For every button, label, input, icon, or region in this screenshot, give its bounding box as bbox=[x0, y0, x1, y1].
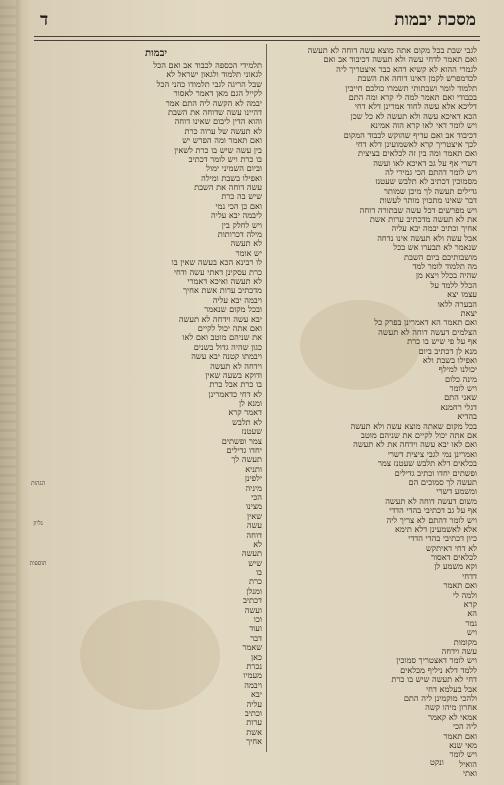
text-line: דכתיב bbox=[242, 595, 262, 606]
text-line: ויש bbox=[466, 627, 477, 638]
text-line: עשה וידחה bbox=[441, 646, 477, 656]
text-line: צמר ופשתים bbox=[221, 435, 262, 446]
text-line: אחיך bbox=[246, 736, 262, 747]
text-line: ועשה bbox=[244, 604, 262, 615]
text-line: לכך איצטריך קרא לאשמועינן דלא דחי bbox=[355, 138, 477, 149]
text-line: מדכתיב ערות אשת אחיך bbox=[182, 285, 262, 296]
text-line: ליבמה יבא עליה bbox=[210, 210, 262, 221]
text-line: יבא עשה וידחה לא תעשה bbox=[178, 313, 262, 324]
text-line: נכרת bbox=[246, 661, 262, 671]
text-line: דשרי אף על גב דאיכא לאו ועשה bbox=[373, 157, 477, 168]
text-line: תלמוד לומר ושבתותי תשמרו כולכם חייבין bbox=[345, 82, 477, 93]
text-line: מנא לן דכתיב ביום bbox=[418, 345, 477, 356]
binding-tape bbox=[0, 0, 16, 785]
text-line: וקא משמע לן bbox=[434, 561, 477, 572]
text-line: תעשה לך bbox=[231, 454, 262, 465]
text-line: את לא תעשה מדכתיב ערות אשת bbox=[369, 214, 477, 225]
text-line: בכבודי ואם תאמר למה לי קרא ומה התם bbox=[348, 91, 477, 102]
text-line: יבמה לא הקשה ליה התם אמר bbox=[165, 97, 262, 108]
text-line: בכל מקום שאתה מוצא עשה ולא תעשה bbox=[350, 420, 477, 431]
text-line: ויבמה יבא עליה bbox=[212, 294, 262, 305]
text-line: ויש לומר דאי לאו קרא הוה אמינא bbox=[370, 120, 477, 131]
text-line: מושבותיכם ביום השבת bbox=[404, 251, 477, 262]
text-line: לכדמפרש לקמן דאינו דוחה את השבת bbox=[357, 73, 477, 84]
folio-number: ד bbox=[40, 10, 49, 30]
text-line: לכלאים דאסור bbox=[430, 552, 477, 563]
text-line: בהדיא bbox=[457, 411, 477, 422]
text-line: דבר שאינו מתכוין מותר לעשות bbox=[379, 195, 477, 206]
tractate-title: מסכת יבמות bbox=[394, 10, 476, 30]
text-line: ואם תאמר הא דאמרינן בפרק כל bbox=[374, 317, 477, 328]
text-line: עצמו יצא bbox=[447, 289, 477, 300]
text-line: קרא bbox=[463, 599, 477, 610]
text-line: וביום השמיני ימול bbox=[206, 163, 262, 174]
text-line: ואפילו בשבת ומילה bbox=[201, 172, 262, 183]
text-line: אחיך וכתיב יבמה יבא עליה bbox=[391, 223, 477, 234]
text-line: יצאת bbox=[460, 307, 477, 318]
text-line: ומנלן bbox=[246, 585, 262, 596]
text-line: וכתיב bbox=[244, 707, 262, 718]
text-line: לא תעשה של ערוה כרת bbox=[184, 125, 262, 136]
text-line: דליכא אלא עשה לחוד אמרינן דלא דחי bbox=[354, 101, 477, 112]
text-line: ואם תאמר ומה הפרש יש bbox=[182, 135, 262, 146]
text-line: כגון שהיה גדול בשנים bbox=[193, 341, 262, 352]
text-line: מילה דכרותות bbox=[217, 229, 262, 240]
text-line: ויש לחלק בין bbox=[221, 219, 262, 230]
text-line: בו כרת אבל כרת bbox=[209, 379, 262, 390]
text-line: ילפינן bbox=[244, 473, 262, 484]
text-line: ותניא bbox=[245, 463, 262, 474]
text-line: מסמוכין דכתיב לא תלבש שעטנז bbox=[375, 176, 477, 187]
text-line: אם אתה יכול לקיים את שניהם מוטב bbox=[360, 430, 477, 441]
text-line: שיש bbox=[248, 557, 262, 568]
text-line: דהיינו עשה שדוחה את השבת bbox=[168, 106, 262, 117]
text-line: לא תלבש bbox=[232, 416, 262, 427]
text-line: שיש בה כרת bbox=[221, 191, 262, 202]
text-line: ערות bbox=[246, 717, 262, 728]
text-line: ואם תאמר לדחי עשה ולא תעשה דכיבוד אב ואם bbox=[323, 54, 477, 65]
text-line: את שניהם מוטב ואם לאו bbox=[182, 332, 262, 343]
text-line: בו כרת ויש לומר דכתיב bbox=[188, 153, 262, 164]
text-line: לקייל הגם מאן דאמר לאסור bbox=[173, 88, 262, 99]
text-line: אשת bbox=[246, 726, 262, 737]
header-rule-inner bbox=[34, 40, 480, 41]
text-line: ויבמתו קטנה יבא עשה bbox=[191, 351, 262, 362]
text-line: דאמר קרא bbox=[228, 407, 262, 418]
text-line: לא דחי דאיתקש bbox=[425, 542, 477, 553]
text-line: מקומות bbox=[453, 636, 477, 647]
text-line: לגמרי ההוא לא קשיא דהא כבר איצטריך ליה bbox=[336, 63, 477, 74]
text-line: אמאי לא קאמר bbox=[428, 711, 477, 722]
text-line: ללמד דלא ניליף מכלאים bbox=[400, 664, 477, 675]
text-line: הא bbox=[467, 608, 477, 619]
text-line: אבל עשה ולא תעשה אינו נדחה bbox=[377, 232, 477, 243]
text-line: עליה bbox=[246, 698, 262, 709]
text-line: אלא לאשמעינן דלא תימא bbox=[395, 523, 477, 534]
text-line: לגבי שבת בכל מקום אתה מוצא עשה דוחה לא תעשה bbox=[307, 45, 477, 55]
page-header bbox=[40, 10, 476, 32]
text-line: כרת bbox=[248, 576, 262, 587]
text-line: לא דחי כדאמרינן bbox=[208, 388, 262, 399]
text-line: כיון דכתיבי בהדי הדדי bbox=[408, 533, 477, 544]
text-line: הכא דאיכא עשה ולא תעשה לא כל שכן bbox=[350, 110, 477, 121]
text-line: מעמיו bbox=[243, 670, 262, 681]
text-line: ומנא לן bbox=[238, 398, 262, 409]
text-line: הצלמים דעשה דוחה לא תעשה bbox=[378, 326, 477, 337]
header-rule bbox=[34, 36, 480, 37]
text-line: בו bbox=[255, 567, 262, 578]
text-line: ואם תאמר bbox=[443, 580, 477, 591]
text-line: כרת עסקינן דאתי עשה ודחי bbox=[173, 266, 262, 277]
text-line: ואתי bbox=[462, 768, 477, 779]
text-line: ואם לאו יבא עשה וידחה את לא תעשה bbox=[353, 439, 477, 450]
text-line: ואם תאמר bbox=[443, 730, 477, 741]
text-line: דכיבוד אב ואם עדיף שהוקש לכבוד המקום bbox=[343, 129, 477, 140]
text-line: גדילים תעשה לך מיכן שמותר bbox=[383, 185, 477, 196]
text-line: עשה דוחה את השבת bbox=[194, 182, 262, 193]
text-line: דגלי רחמנא bbox=[440, 401, 477, 412]
left-column-text bbox=[50, 46, 262, 751]
section-heading: יבמות bbox=[144, 48, 168, 59]
text-line: לו רבינא הכא בעשה שאין בו bbox=[171, 257, 262, 268]
text-line: יש אומר bbox=[235, 247, 262, 258]
text-line: ויש לומר דאצטריך סמוכין bbox=[396, 655, 477, 666]
text-line: כאן bbox=[250, 651, 262, 662]
text-line: גמר bbox=[465, 617, 477, 628]
text-line: ועוד bbox=[249, 623, 262, 634]
text-line: תעשה לך סמוכים הם bbox=[408, 476, 477, 487]
margin-note: גליון bbox=[33, 520, 43, 527]
text-line: ולמה לי bbox=[452, 589, 477, 600]
text-line: ואם אתה יכול לקיים bbox=[197, 322, 262, 333]
text-line: וכו bbox=[253, 614, 262, 625]
text-line: הכי bbox=[251, 491, 262, 502]
text-line: ויש לומר bbox=[449, 749, 477, 760]
text-line: לא תעשה bbox=[230, 238, 262, 249]
text-line: מיניה bbox=[245, 482, 262, 493]
text-line: לגאוני תלמוד ולגאון ישראל לא bbox=[166, 69, 262, 80]
text-line: מצינו bbox=[245, 501, 262, 512]
text-line: אף על פי שיש בו כרת bbox=[407, 336, 477, 347]
catchword: ונקט bbox=[430, 758, 444, 767]
text-line: מאי שנא bbox=[449, 739, 477, 750]
text-line: ופשתים יחדו וכתיב גדילים bbox=[394, 467, 477, 478]
text-line: שבל הריגה לגבי תלמודו כהני הכל bbox=[156, 78, 262, 89]
text-line: שנאמר לא תבערו אש בכל bbox=[393, 242, 477, 253]
text-line: יכולנו למילף bbox=[438, 364, 477, 375]
text-line: ויש לומר דהתם הכי גמירי לה bbox=[385, 167, 477, 178]
text-line: מינה כלום bbox=[444, 373, 477, 384]
text-line: מה תלמוד לומר למד bbox=[412, 260, 477, 271]
text-line: אחרון מיהו קשה bbox=[425, 702, 477, 713]
text-line: והוא הדין ליבום שאינו דוחה bbox=[174, 116, 262, 127]
text-line: בכלאים דלא תלבש שעטנז צמר bbox=[377, 458, 477, 469]
text-line: אף על גב דכתיבי בהדי הדדי bbox=[389, 505, 477, 516]
text-line: דדחי bbox=[462, 570, 477, 581]
text-line: תעשה bbox=[241, 548, 262, 559]
text-line: הכלל ללמד על bbox=[430, 279, 477, 290]
text-line: ואם תאמר ומה בין זה לכלאים בציצית bbox=[358, 148, 477, 159]
text-line: ויש לומר דהתם לא צריך ליה bbox=[386, 514, 477, 525]
text-line: משום דעשה דוחה לא תעשה bbox=[385, 495, 477, 506]
text-line: יחדו גדילים bbox=[226, 445, 262, 456]
text-line: שהיה בכלל ויצא מן bbox=[415, 270, 477, 281]
text-line: ובכל מקום שנאמר bbox=[204, 304, 262, 315]
text-line: ליה הכי bbox=[452, 721, 477, 732]
text-line: בין עשה שיש בו כרת לשאין bbox=[174, 144, 262, 155]
text-line: וידחה לא תעשה bbox=[210, 360, 262, 371]
margin-note: הגהות bbox=[30, 480, 46, 487]
text-line: אבל בעלמא דחי bbox=[426, 683, 477, 694]
text-line: ואפילו בשבת ולא bbox=[422, 354, 477, 365]
text-line: ודוקא בשעה שאין bbox=[205, 369, 262, 380]
text-line: ויבמה bbox=[244, 679, 262, 690]
text-line: הואיל bbox=[459, 758, 477, 769]
text-line: לא תעשה ואיכא דאמרי bbox=[187, 275, 262, 286]
text-line: לא bbox=[253, 538, 262, 549]
text-line: ולהכי מוקמינן ליה התם bbox=[403, 692, 477, 703]
text-line: ואם כן הכי נמי bbox=[215, 200, 262, 211]
text-line: עשה bbox=[246, 520, 262, 531]
column-divider bbox=[266, 44, 267, 752]
text-line: שעטנז bbox=[241, 426, 262, 437]
text-line: יבא bbox=[250, 689, 262, 700]
text-line: תלמידי הכספה לכבוד אב ואם הכל bbox=[153, 60, 262, 70]
text-line: ואמרינן נמי לגבי ציצית דשרי bbox=[387, 448, 477, 459]
text-line: הבערה ללאו bbox=[437, 298, 477, 309]
text-line: שאמר bbox=[242, 642, 262, 653]
margin-note: תוספות bbox=[29, 560, 47, 567]
text-line: ויש מפרשים דכל עשה שבתורה דוחה bbox=[359, 204, 477, 215]
text-line: שאין bbox=[247, 510, 262, 521]
text-line: ויש לומר bbox=[449, 383, 477, 394]
text-line: דבר bbox=[250, 632, 262, 643]
text-line: שאני התם bbox=[444, 392, 477, 403]
text-line: דחי לא תעשה שיש בו כרת bbox=[391, 674, 477, 685]
text-line: דוחה bbox=[246, 529, 262, 540]
text-line: ומשמע דשרי bbox=[436, 486, 477, 497]
